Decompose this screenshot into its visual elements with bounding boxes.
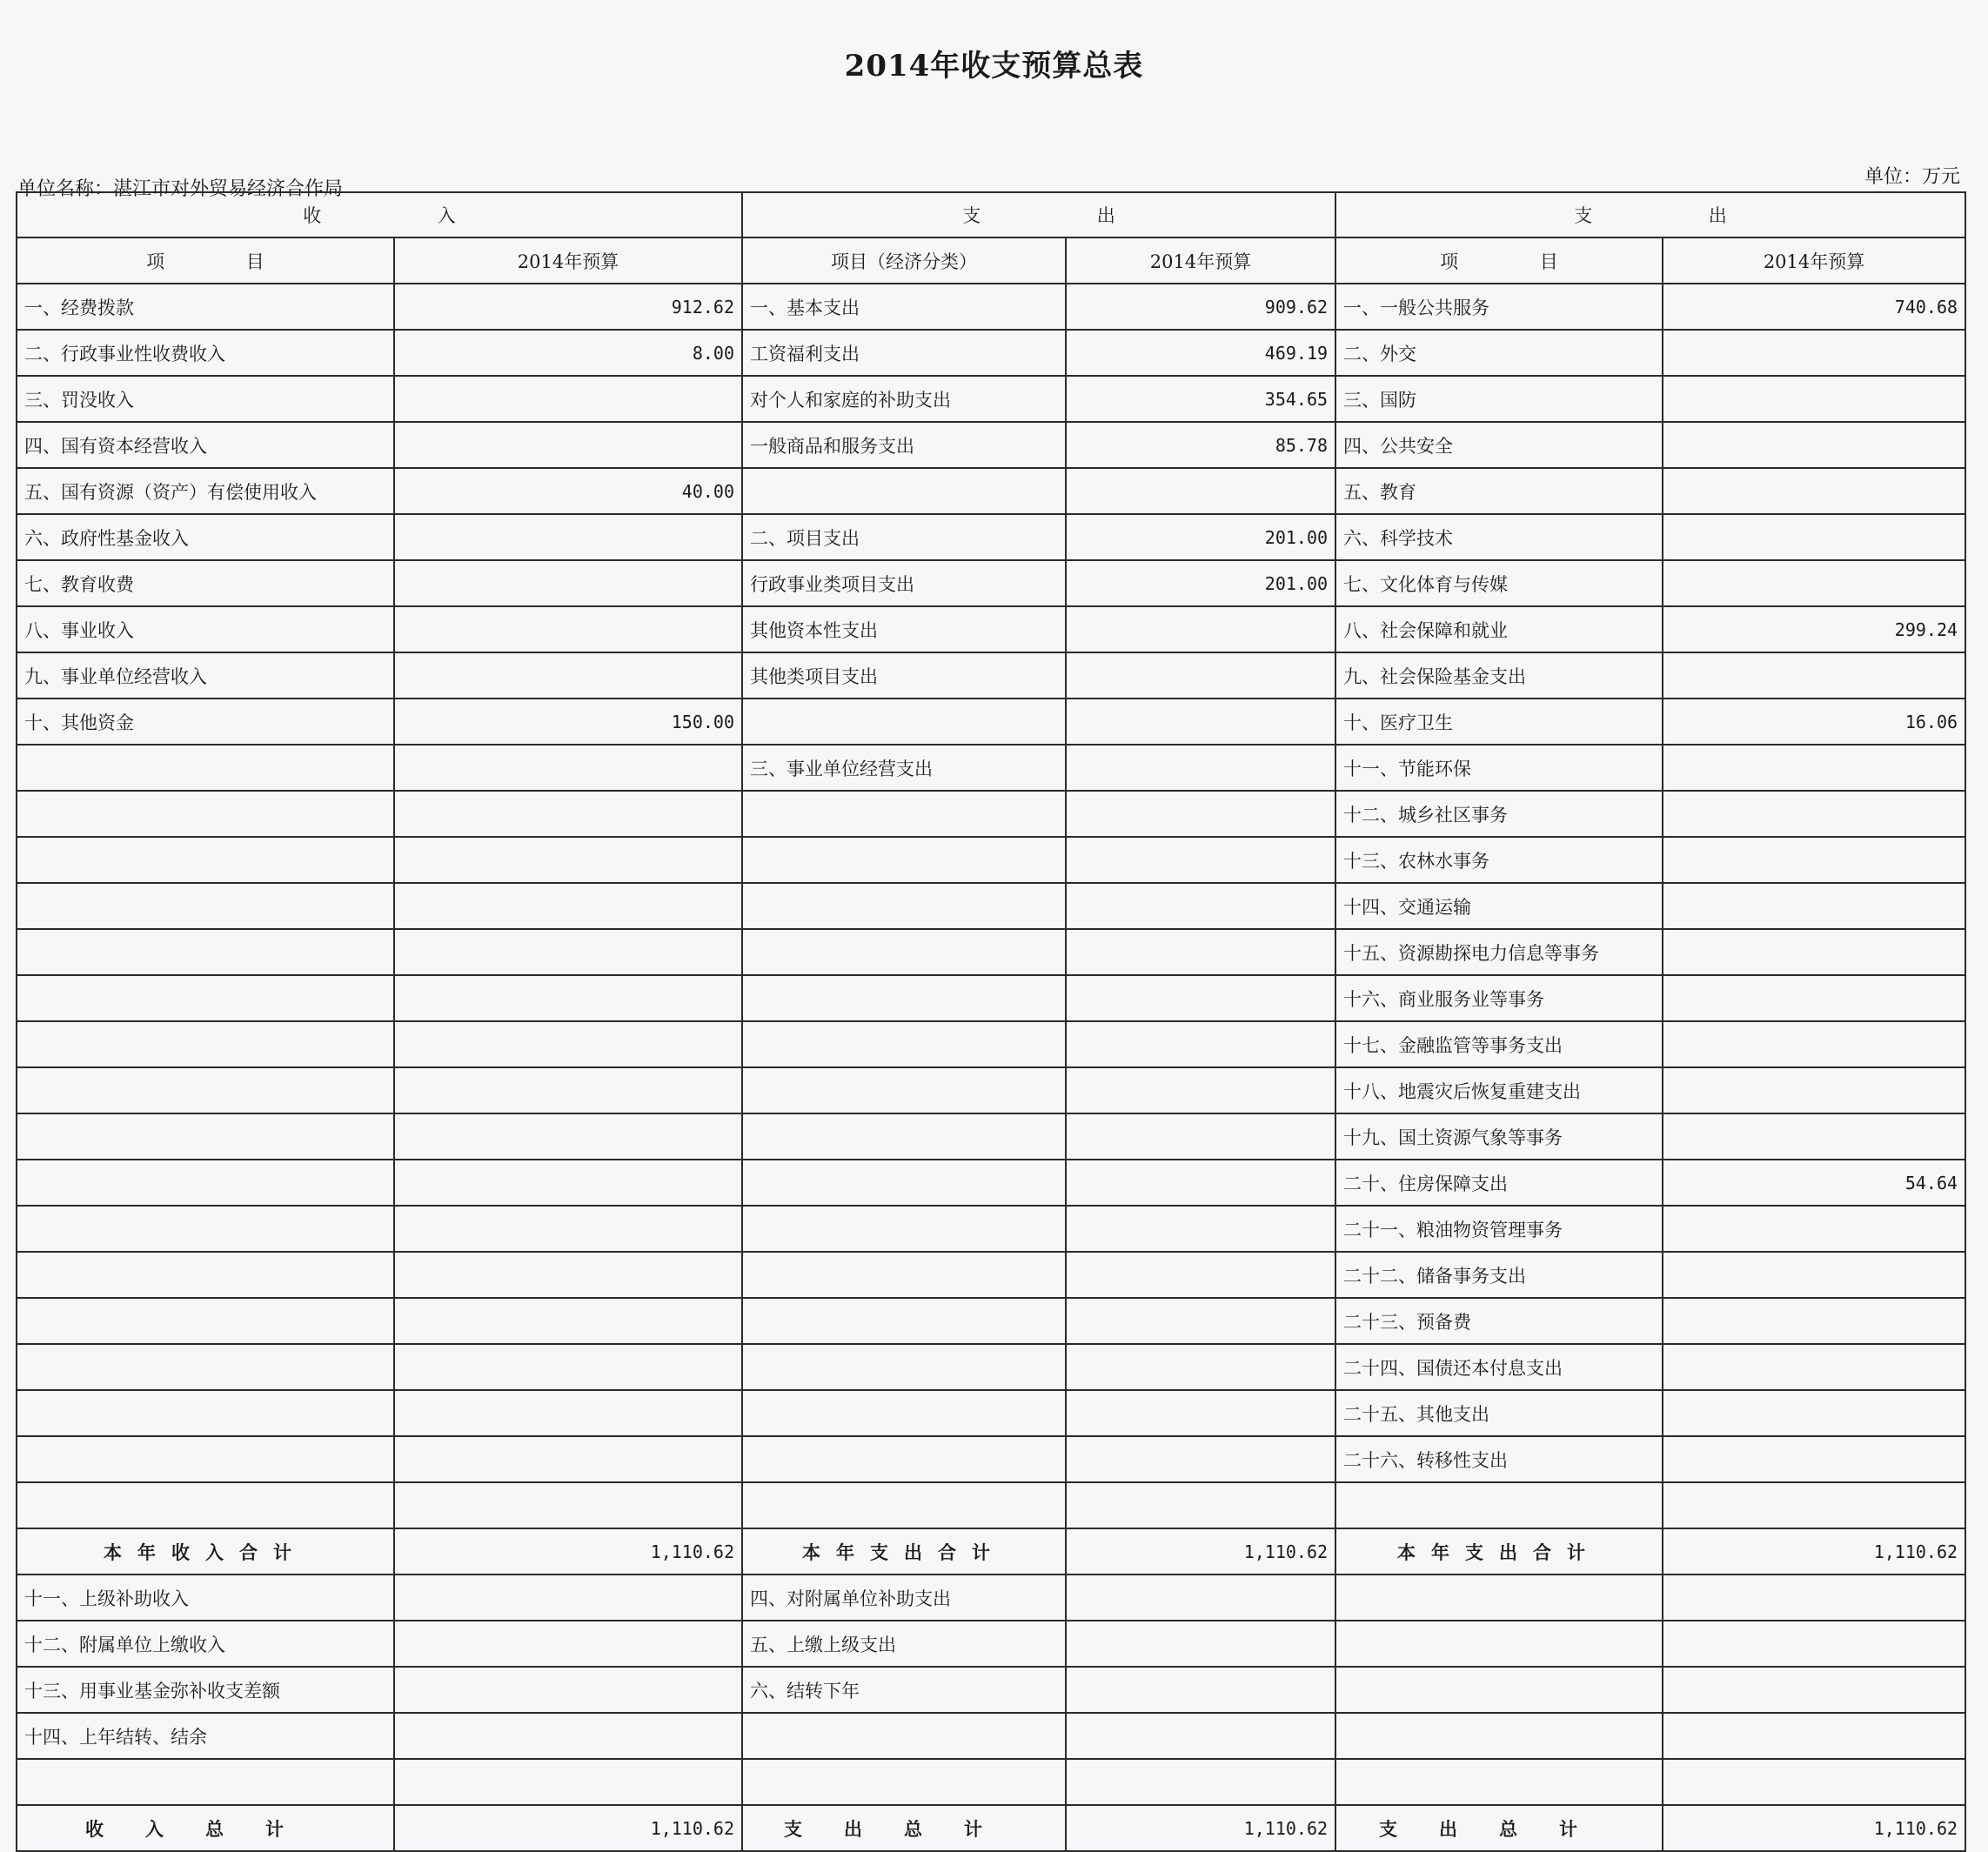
func-expense-item: 二十一、粮油物资管理事务: [1335, 1206, 1663, 1252]
econ-expense-amount: [1066, 468, 1335, 514]
func-expense-amount: [1663, 376, 1965, 422]
func-expense-amount: [1663, 652, 1965, 699]
econ-expense-amount: 469.19: [1066, 330, 1335, 376]
table-row: [17, 422, 1965, 468]
func-expense-item: [1335, 1667, 1663, 1713]
income-item: 十二、附属单位上缴收入: [17, 1621, 394, 1667]
func-expense-amount: 54.64: [1663, 1160, 1965, 1206]
income-item: [17, 1252, 394, 1298]
table-row: [17, 1621, 1965, 1667]
func-expense-item: 二、外交: [1335, 330, 1663, 376]
func-expense-amount: [1663, 560, 1965, 606]
func-expense-item: 十三、农林水事务: [1335, 837, 1663, 883]
table-row: [17, 1298, 1965, 1344]
income-item: 一、经费拨款: [17, 284, 394, 330]
func-expense-amount: [1663, 929, 1965, 975]
income-year-total-amount: 1,110.62: [394, 1528, 742, 1575]
func-budget-header: 2014年预算: [1663, 237, 1965, 284]
table-row: [17, 468, 1965, 514]
econ-expense-item: [742, 699, 1066, 745]
income-item: 十、其他资金: [17, 699, 394, 745]
income-amount: [394, 1206, 742, 1252]
econ-expense-amount: 201.00: [1066, 514, 1335, 560]
table-row: [17, 284, 1965, 330]
table-row: [17, 1667, 1965, 1713]
table-row: [17, 929, 1965, 975]
table-row: [17, 1113, 1965, 1160]
econ-expense-item: 五、上缴上级支出: [742, 1621, 1066, 1667]
func-expense-amount: [1663, 1298, 1965, 1344]
income-amount: [394, 1436, 742, 1482]
econ-grand-total-label: 支出总计: [742, 1805, 1066, 1851]
func-expense-amount: [1663, 1252, 1965, 1298]
income-amount: [394, 1298, 742, 1344]
func-expense-item: 十七、金融监管等事务支出: [1335, 1021, 1663, 1067]
econ-expense-amount: [1066, 929, 1335, 975]
income-amount: [394, 1252, 742, 1298]
econ-expense-amount: [1066, 975, 1335, 1021]
func-expense-item: 二十二、储备事务支出: [1335, 1252, 1663, 1298]
income-amount: [394, 1390, 742, 1436]
table-row: [17, 745, 1965, 791]
func-expense-item: 十四、交通运输: [1335, 883, 1663, 929]
func-expense-item: 三、国防: [1335, 376, 1663, 422]
econ-expense-item: 行政事业类项目支出: [742, 560, 1066, 606]
econ-expense-amount: [1066, 1575, 1335, 1621]
econ-expense-item: [742, 975, 1066, 1021]
econ-expense-item: [742, 1206, 1066, 1252]
func-expense-amount: 16.06: [1663, 699, 1965, 745]
income-amount: [394, 1067, 742, 1113]
income-item: 九、事业单位经营收入: [17, 652, 394, 699]
income-item: 八、事业收入: [17, 606, 394, 652]
econ-grand-total-amount: 1,110.62: [1066, 1805, 1335, 1851]
func-expense-item: 五、教育: [1335, 468, 1663, 514]
func-expense-amount: [1663, 883, 1965, 929]
func-expense-amount: [1663, 1113, 1965, 1160]
econ-expense-item: [742, 1160, 1066, 1206]
func-expense-item: 八、社会保障和就业: [1335, 606, 1663, 652]
econ-expense-amount: [1066, 699, 1335, 745]
econ-expense-amount: [1066, 1667, 1335, 1713]
econ-expense-amount: [1066, 1713, 1335, 1759]
table-row: [17, 1713, 1965, 1759]
func-expense-item: 十二、城乡社区事务: [1335, 791, 1663, 837]
econ-expense-item: 二、项目支出: [742, 514, 1066, 560]
table-row: [17, 1482, 1965, 1528]
econ-expense-amount: [1066, 883, 1335, 929]
econ-expense-item: [742, 1713, 1066, 1759]
year-total-row: [17, 1528, 1965, 1575]
header-row-columns: [17, 237, 1965, 284]
header-row-group: [17, 192, 1965, 237]
table-row: [17, 606, 1965, 652]
func-expense-item: 十六、商业服务业等事务: [1335, 975, 1663, 1021]
income-amount: [394, 1160, 742, 1206]
income-item: [17, 1759, 394, 1805]
func-expense-amount: [1663, 330, 1965, 376]
income-item: [17, 1298, 394, 1344]
table-row: [17, 652, 1965, 699]
func-expense-item: 一、一般公共服务: [1335, 284, 1663, 330]
income-grand-total-label: 收入总计: [17, 1805, 394, 1851]
grand-total-row: [17, 1805, 1965, 1851]
table-row: [17, 699, 1965, 745]
func-expense-item: 十九、国土资源气象等事务: [1335, 1113, 1663, 1160]
income-amount: [394, 883, 742, 929]
income-item: 五、国有资源（资产）有偿使用收入: [17, 468, 394, 514]
income-amount: 912.62: [394, 284, 742, 330]
func-expense-amount: [1663, 1667, 1965, 1713]
income-item: [17, 1390, 394, 1436]
table-row: [17, 514, 1965, 560]
income-amount: [394, 1344, 742, 1390]
income-amount: [394, 975, 742, 1021]
income-amount: [394, 652, 742, 699]
income-amount: [394, 1482, 742, 1528]
table-row: [17, 1344, 1965, 1390]
income-grand-total-amount: 1,110.62: [394, 1805, 742, 1851]
econ-expense-amount: [1066, 1759, 1335, 1805]
func-expense-item: 七、文化体育与传媒: [1335, 560, 1663, 606]
income-amount: [394, 560, 742, 606]
econ-expense-item: [742, 1482, 1066, 1528]
income-amount: 40.00: [394, 468, 742, 514]
income-amount: [394, 1621, 742, 1667]
func-expense-item: 十一、节能环保: [1335, 745, 1663, 791]
func-expense-item: [1335, 1575, 1663, 1621]
page-title: 2014年收支预算总表: [844, 49, 1144, 84]
econ-expense-item: 一般商品和服务支出: [742, 422, 1066, 468]
econ-expense-item: [742, 468, 1066, 514]
income-item: 十四、上年结转、结余: [17, 1713, 394, 1759]
income-item-header: 项 目: [17, 237, 394, 284]
func-expense-amount: [1663, 1021, 1965, 1067]
func-expense-item: [1335, 1759, 1663, 1805]
income-item: [17, 975, 394, 1021]
income-amount: [394, 791, 742, 837]
income-amount: [394, 1759, 742, 1805]
econ-expense-item: 工资福利支出: [742, 330, 1066, 376]
econ-expense-amount: [1066, 1206, 1335, 1252]
econ-expense-item: 四、对附属单位补助支出: [742, 1575, 1066, 1621]
unit-name: 单位名称：湛江市对外贸易经济合作局: [17, 178, 344, 200]
income-item: [17, 883, 394, 929]
func-expense-amount: [1663, 1206, 1965, 1252]
income-amount: [394, 1021, 742, 1067]
func-expense-item: 六、科学技术: [1335, 514, 1663, 560]
econ-expense-amount: [1066, 1021, 1335, 1067]
budget-table-body: [17, 192, 1965, 1851]
table-row: [17, 1206, 1965, 1252]
func-expense-amount: [1663, 1759, 1965, 1805]
income-amount: [394, 929, 742, 975]
func-expense-amount: 740.68: [1663, 284, 1965, 330]
income-item: [17, 1482, 394, 1528]
func-expense-amount: [1663, 837, 1965, 883]
econ-year-total-label: 本年支出合计: [742, 1528, 1066, 1575]
income-item: [17, 1160, 394, 1206]
func-expense-amount: 299.24: [1663, 606, 1965, 652]
func-expense-item: 二十五、其他支出: [1335, 1390, 1663, 1436]
econ-expense-item: 其他类项目支出: [742, 652, 1066, 699]
econ-expense-amount: 85.78: [1066, 422, 1335, 468]
econ-expense-amount: 201.00: [1066, 560, 1335, 606]
func-expense-amount: [1663, 1575, 1965, 1621]
unit-label: 单位：万元: [1864, 166, 1960, 188]
econ-expense-amount: [1066, 1067, 1335, 1113]
func-expense-item: 十五、资源勘探电力信息等事务: [1335, 929, 1663, 975]
func-expense-item: 十、医疗卫生: [1335, 699, 1663, 745]
econ-expense-item: 其他资本性支出: [742, 606, 1066, 652]
econ-expense-item: 一、基本支出: [742, 284, 1066, 330]
income-item: 七、教育收费: [17, 560, 394, 606]
table-row: [17, 1436, 1965, 1482]
econ-expense-amount: [1066, 1390, 1335, 1436]
econ-expense-item: [742, 791, 1066, 837]
func-expense-item: [1335, 1482, 1663, 1528]
income-header: 收 入: [17, 192, 742, 237]
econ-expense-amount: [1066, 837, 1335, 883]
econ-expense-item: [742, 1298, 1066, 1344]
income-item: [17, 745, 394, 791]
table-row: [17, 883, 1965, 929]
income-amount: [394, 1575, 742, 1621]
func-expense-amount: [1663, 745, 1965, 791]
income-amount: [394, 422, 742, 468]
table-row: [17, 1575, 1965, 1621]
func-expense-item: 二十三、预备费: [1335, 1298, 1663, 1344]
income-item: 二、行政事业性收费收入: [17, 330, 394, 376]
table-row: [17, 376, 1965, 422]
econ-expense-item: [742, 837, 1066, 883]
income-item: [17, 1021, 394, 1067]
income-item: [17, 1206, 394, 1252]
income-item: [17, 1436, 394, 1482]
func-expense-amount: [1663, 1482, 1965, 1528]
econ-expense-item: [742, 1067, 1066, 1113]
func-expense-amount: [1663, 1390, 1965, 1436]
econ-expense-item: [742, 929, 1066, 975]
econ-expense-amount: [1066, 745, 1335, 791]
econ-item-header: 项目（经济分类）: [742, 237, 1066, 284]
budget-table: [16, 191, 1966, 1852]
income-amount: [394, 606, 742, 652]
income-amount: [394, 376, 742, 422]
func-expense-amount: [1663, 422, 1965, 468]
econ-expense-amount: [1066, 1621, 1335, 1667]
table-row: [17, 1160, 1965, 1206]
func-expense-amount: [1663, 468, 1965, 514]
income-item: [17, 929, 394, 975]
func-expense-amount: [1663, 975, 1965, 1021]
econ-expense-amount: [1066, 1298, 1335, 1344]
econ-expense-amount: [1066, 1344, 1335, 1390]
econ-expense-item: [742, 1252, 1066, 1298]
table-row: [17, 560, 1965, 606]
econ-expense-item: [742, 883, 1066, 929]
func-expense-amount: [1663, 514, 1965, 560]
table-row: [17, 1252, 1965, 1298]
income-budget-header: 2014年预算: [394, 237, 742, 284]
econ-expense-item: [742, 1113, 1066, 1160]
econ-expense-amount: [1066, 606, 1335, 652]
table-row: [17, 837, 1965, 883]
econ-expense-amount: [1066, 652, 1335, 699]
income-amount: [394, 1113, 742, 1160]
econ-expense-amount: [1066, 791, 1335, 837]
func-expense-item: 二十四、国债还本付息支出: [1335, 1344, 1663, 1390]
income-item: [17, 791, 394, 837]
func-expense-item: 九、社会保险基金支出: [1335, 652, 1663, 699]
econ-expense-item: 三、事业单位经营支出: [742, 745, 1066, 791]
func-expense-amount: [1663, 791, 1965, 837]
table-row: [17, 330, 1965, 376]
func-grand-total-amount: 1,110.62: [1663, 1805, 1965, 1851]
income-item: [17, 837, 394, 883]
func-expense-amount: [1663, 1344, 1965, 1390]
func-item-header: 项 目: [1335, 237, 1663, 284]
econ-budget-header: 2014年预算: [1066, 237, 1335, 284]
econ-expense-item: 六、结转下年: [742, 1667, 1066, 1713]
econ-expense-amount: [1066, 1482, 1335, 1528]
econ-expense-amount: 909.62: [1066, 284, 1335, 330]
econ-expense-item: [742, 1021, 1066, 1067]
func-expense-amount: [1663, 1067, 1965, 1113]
table-row: [17, 791, 1965, 837]
func-grand-total-label: 支出总计: [1335, 1805, 1663, 1851]
econ-expense-item: [742, 1390, 1066, 1436]
income-year-total-label: 本年收入合计: [17, 1528, 394, 1575]
income-item: 十三、用事业基金弥补收支差额: [17, 1667, 394, 1713]
income-amount: [394, 514, 742, 560]
econ-expense-amount: [1066, 1113, 1335, 1160]
income-amount: 150.00: [394, 699, 742, 745]
func-expense-item: 四、公共安全: [1335, 422, 1663, 468]
income-amount: [394, 745, 742, 791]
income-item: 四、国有资本经营收入: [17, 422, 394, 468]
func-expense-item: [1335, 1621, 1663, 1667]
income-item: 十一、上级补助收入: [17, 1575, 394, 1621]
econ-expense-amount: 354.65: [1066, 376, 1335, 422]
econ-expense-item: [742, 1436, 1066, 1482]
econ-expense-amount: [1066, 1160, 1335, 1206]
income-amount: 8.00: [394, 330, 742, 376]
table-row: [17, 1021, 1965, 1067]
table-row: [17, 1067, 1965, 1113]
income-item: [17, 1113, 394, 1160]
func-expense-item: [1335, 1713, 1663, 1759]
table-row: [17, 1390, 1965, 1436]
func-expense-amount: [1663, 1621, 1965, 1667]
econ-expense-amount: [1066, 1252, 1335, 1298]
econ-expense-item: [742, 1344, 1066, 1390]
table-row: [17, 975, 1965, 1021]
income-item: 三、罚没收入: [17, 376, 394, 422]
table-row: [17, 1759, 1965, 1805]
econ-expense-amount: [1066, 1436, 1335, 1482]
income-item: [17, 1067, 394, 1113]
expense-econ-header: 支 出: [742, 192, 1335, 237]
func-expense-item: 二十、住房保障支出: [1335, 1160, 1663, 1206]
func-expense-item: 二十六、转移性支出: [1335, 1436, 1663, 1482]
econ-year-total-amount: 1,110.62: [1066, 1528, 1335, 1575]
func-year-total-label: 本年支出合计: [1335, 1528, 1663, 1575]
func-expense-amount: [1663, 1436, 1965, 1482]
income-item: 六、政府性基金收入: [17, 514, 394, 560]
func-year-total-amount: 1,110.62: [1663, 1528, 1965, 1575]
func-expense-item: 十八、地震灾后恢复重建支出: [1335, 1067, 1663, 1113]
income-amount: [394, 1713, 742, 1759]
income-amount: [394, 837, 742, 883]
econ-expense-item: [742, 1759, 1066, 1805]
func-expense-amount: [1663, 1713, 1965, 1759]
income-amount: [394, 1667, 742, 1713]
expense-func-header: 支 出: [1335, 192, 1965, 237]
econ-expense-item: 对个人和家庭的补助支出: [742, 376, 1066, 422]
income-item: [17, 1344, 394, 1390]
